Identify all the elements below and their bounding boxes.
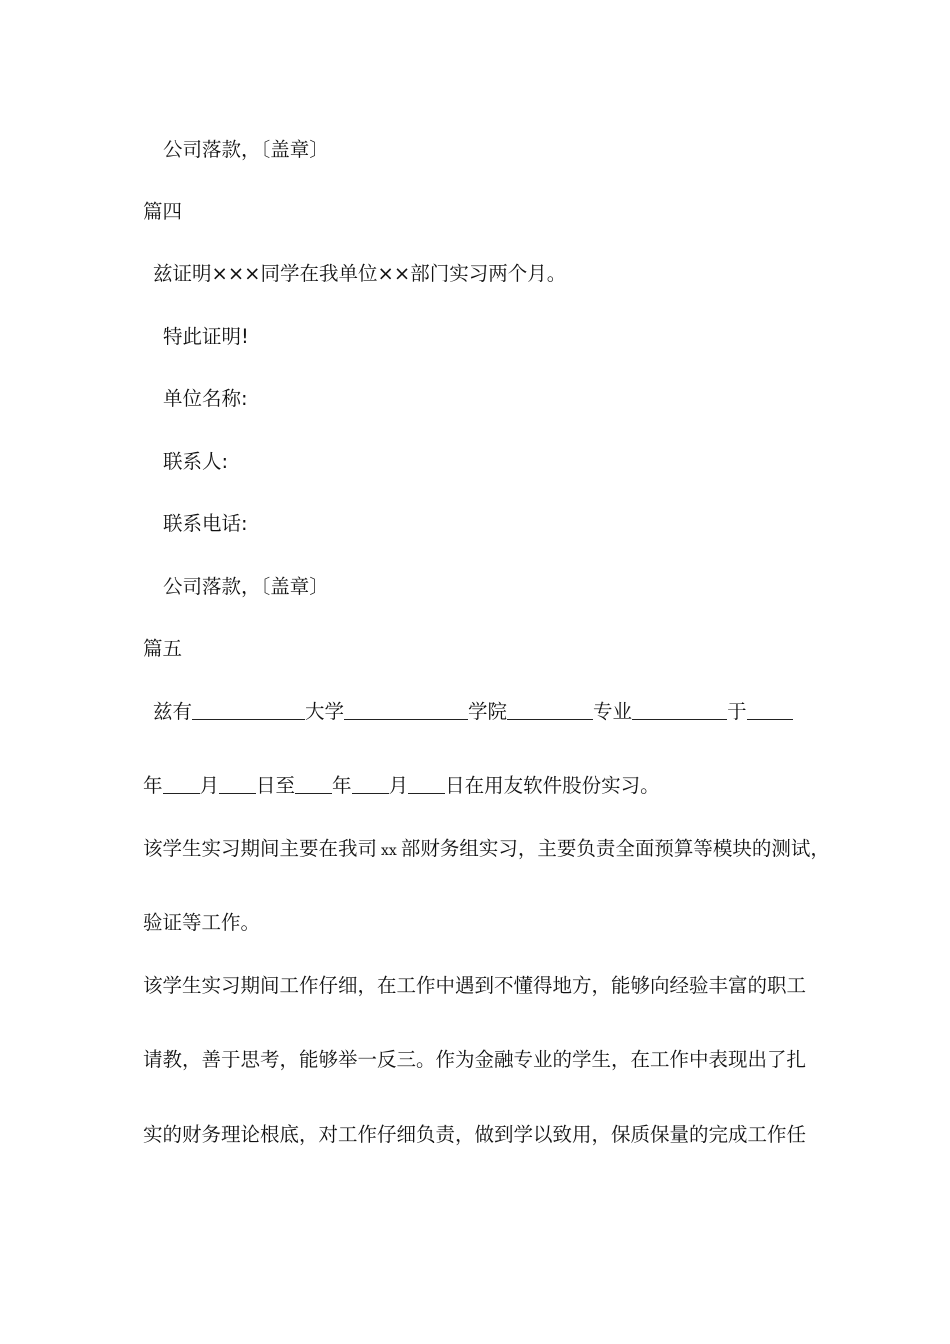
blank-field[interactable]: [747, 699, 793, 720]
blank-field[interactable]: [295, 773, 332, 794]
section-heading-4: 篇四: [143, 200, 183, 223]
fill-major: 专业: [593, 700, 633, 723]
paragraph-line: 实的财务理论根底，对工作仔细负责，做到学以致用，保质保量的完成工作任: [143, 1123, 807, 1146]
blank-field[interactable]: [408, 773, 445, 794]
certify-text: 兹证明×××同学在我单位××部门实习两个月。: [153, 262, 567, 285]
fill-in-line: [153, 699, 793, 725]
paragraph-line: 请教，善于思考，能够举一反三。作为金融专业的学生，在工作中表现出了扎: [143, 1048, 807, 1071]
date-month: 月: [388, 774, 409, 797]
fill-university: 大学: [305, 700, 345, 723]
blank-field[interactable]: [352, 773, 389, 794]
section-heading-5: 篇五: [143, 637, 183, 660]
fill-college: 学院: [468, 700, 508, 723]
contact-label: 联系人:: [163, 450, 229, 473]
blank-field[interactable]: [632, 699, 727, 720]
phone-label: 联系电话:: [163, 512, 248, 535]
paragraph-line: 该学生实习期间工作仔细，在工作中遇到不懂得地方，能够向经验丰富的职工: [143, 974, 807, 997]
date-line: [143, 773, 660, 799]
date-year: 年: [143, 774, 163, 797]
paragraph-line: 验证等工作。: [143, 911, 261, 934]
paragraph-line: [143, 836, 830, 864]
blank-field[interactable]: [344, 699, 468, 720]
fill-at: 于: [727, 700, 747, 723]
blank-field[interactable]: [219, 773, 256, 794]
paragraph-text: 该学生实习期间主要在我司: [143, 837, 378, 860]
fill-prefix: 兹有: [153, 700, 193, 723]
date-day-company: 日在用友软件股份实习。: [445, 774, 660, 797]
date-day-to: 日至: [256, 774, 296, 797]
date-year: 年: [332, 774, 352, 797]
paragraph-text: 部财务组实习，主要负责全面预算等模块的测试，: [400, 837, 830, 860]
company-seal-line: 公司落款，〔盖章〕: [163, 138, 329, 161]
blank-field[interactable]: [192, 699, 305, 720]
company-seal-line: 公司落款，〔盖章〕: [163, 575, 329, 598]
blank-field[interactable]: [163, 773, 200, 794]
unit-name-label: 单位名称:: [163, 387, 248, 410]
placeholder-xx: xx: [381, 843, 397, 859]
special-note: 特此证明!: [163, 325, 249, 348]
blank-field[interactable]: [507, 699, 593, 720]
date-month: 月: [199, 774, 220, 797]
